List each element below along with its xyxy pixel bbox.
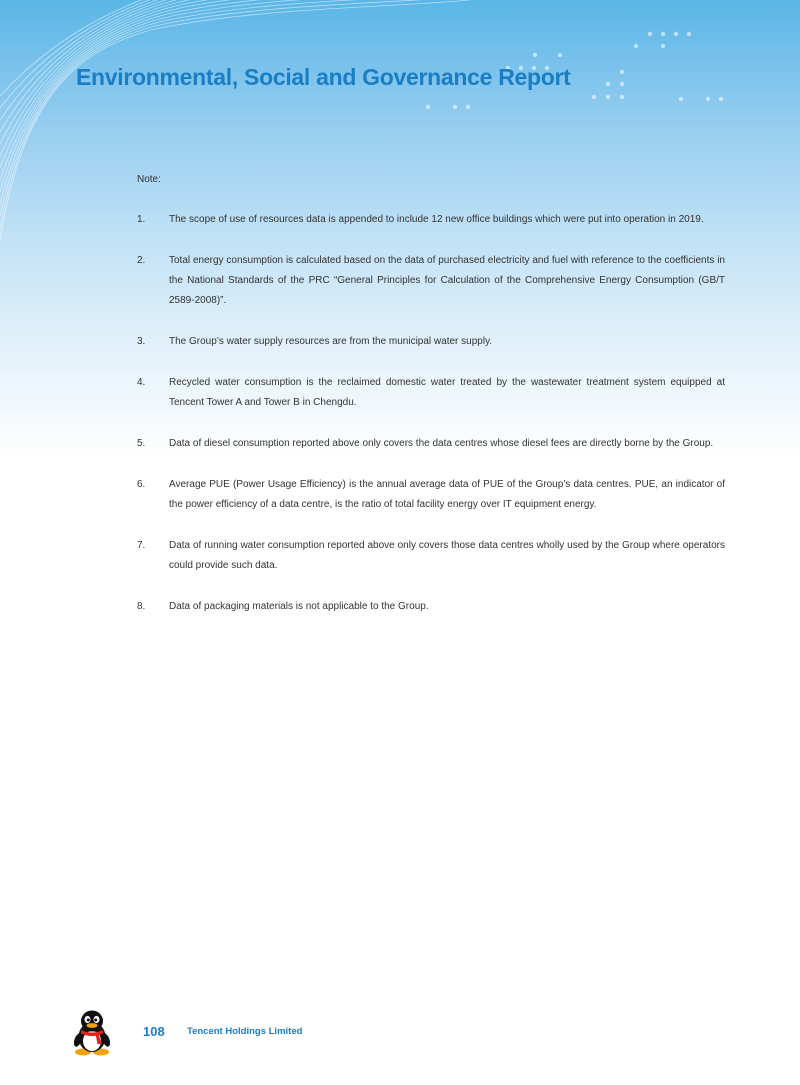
note-text: The Group’s water supply resources are from the municipal water supply. (169, 336, 493, 347)
note-text: Recycled water consumption is the reclaimed domestic water treated by the wastewater treatment system equipped at Tencent Tower A and Tower B in Chengdu. (169, 377, 725, 408)
note-text: The scope of use of resources data is appended to include 12 new office buildings which were put into operation in 2019. (169, 214, 704, 225)
note-item (137, 373, 725, 413)
note-number: 8. (137, 601, 146, 612)
note-text: Data of packaging materials is not applicable to the Group. (169, 601, 429, 612)
note-item (137, 597, 725, 617)
notes-section (137, 172, 725, 638)
note-number: 4. (137, 377, 146, 388)
note-label: Note: (137, 174, 161, 185)
note-item (137, 332, 725, 352)
note-text: Data of diesel consumption reported above only covers the data centres whose diesel fees are directly borne by the Group. (169, 438, 714, 449)
page-title: Environmental, Social and Governance Report (76, 64, 571, 90)
page-footer (72, 1010, 472, 1058)
note-text: Total energy consumption is calculated based on the data of purchased electricity and fuel with reference to the coefficients in the National Standards of the PRC “General Principles for Calculation of the Comprehensive Energy Consumption (GB/T 2589-2008)”. (169, 255, 725, 306)
note-number: 5. (137, 438, 146, 449)
note-text: Average PUE (Power Usage Efficiency) is the annual average data of PUE of the Group’s data centres. PUE, an indicator of the power efficiency of a data centre, is the ratio of total facility energy over IT equipment energy. (169, 479, 725, 510)
page-number: 108 (143, 1024, 165, 1039)
note-item (137, 536, 725, 576)
note-item (137, 210, 725, 230)
note-number: 2. (137, 255, 146, 266)
note-item (137, 251, 725, 311)
note-number: 1. (137, 214, 146, 225)
note-text: Data of running water consumption reported above only covers those data centres wholly used by the Group where operators could provide such data. (169, 540, 725, 571)
penguin-mascot-icon (72, 1010, 112, 1056)
note-number: 6. (137, 479, 146, 490)
note-item (137, 475, 725, 515)
note-item (137, 434, 725, 454)
notes-list (137, 210, 725, 617)
note-number: 3. (137, 336, 146, 347)
company-name: Tencent Holdings Limited (187, 1026, 303, 1037)
note-number: 7. (137, 540, 146, 551)
